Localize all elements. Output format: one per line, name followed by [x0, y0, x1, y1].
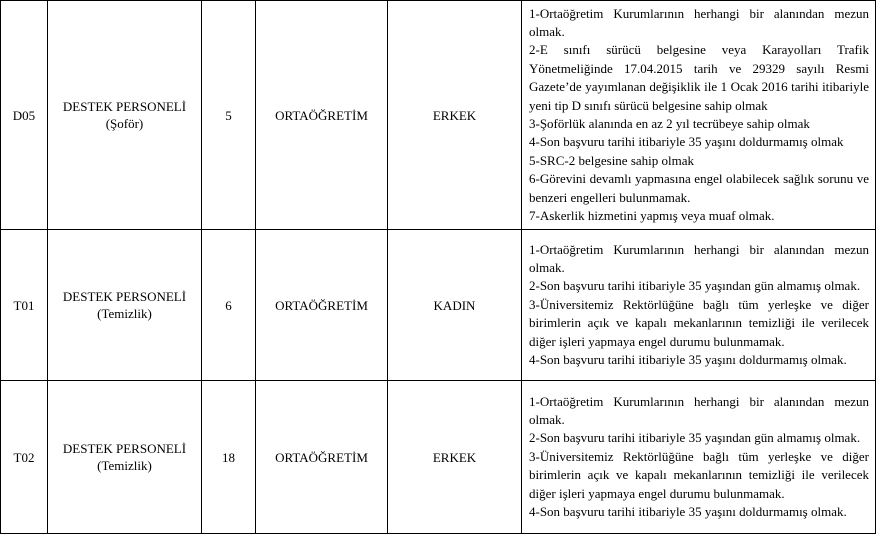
requirement-line: 4-Son başvuru tarihi itibariyle 35 yaşını doldurmamış olmak. — [529, 352, 847, 368]
requirement-line: 3-Üniversitemiz Rektörlüğüne bağlı tüm yerleşke ve diğer — [529, 296, 869, 312]
requirement-line: birimlerin açık ve kapalı mekanlarının temizliği ile verilecek — [529, 467, 869, 483]
requirement-line: 3-Şoförlük alanında en az 2 yıl tecrübeye sahip olmak — [529, 116, 810, 131]
requirement-line: 6-Görevini devamlı yapmasına engel olabilecek sağlık sorunu ve — [529, 171, 869, 187]
requirement-line: yeni tip D sınıfı sürücü belgesine sahip olmak — [529, 97, 768, 113]
requirement-line: 1-Ortaöğretim Kurumlarının herhangi bir alanından mezun — [529, 241, 869, 257]
education-level: ORTAÖĞRETİM — [256, 381, 388, 534]
position-title-cell — [48, 1, 202, 230]
position-title-cell — [48, 381, 202, 534]
requirement-line: birimlerin açık ve kapalı mekanlarının temizliği ile verilecek — [529, 315, 869, 331]
requirement-line: 2-Son başvuru tarihi itibariyle 35 yaşından gün almamış olmak. — [529, 430, 861, 446]
position-code: T02 — [1, 381, 48, 534]
table-row — [1, 230, 876, 381]
requirement-line: olmak. — [529, 259, 565, 275]
position-count: 6 — [202, 230, 256, 381]
education-level: ORTAÖĞRETİM — [256, 1, 388, 230]
requirement-line: diğer işleri yapmaya engel durumu bulunmamak. — [529, 485, 785, 501]
requirement-line: olmak. — [529, 23, 565, 39]
requirements-cell — [522, 381, 876, 534]
requirement-line: 2-Son başvuru tarihi itibariyle 35 yaşından gün almamış olmak. — [529, 278, 861, 294]
education-level: ORTAÖĞRETİM — [256, 230, 388, 381]
position-subtitle: (Şoför) — [105, 116, 144, 131]
requirement-line: Gazete’de yayımlanan değişiklik ile 1 Ocak 2016 tarihi itibariyle — [529, 79, 869, 95]
position-count: 18 — [202, 381, 256, 534]
requirement-line: 5-SRC-2 belgesine sahip olmak — [529, 152, 695, 168]
position-subtitle: (Temizlik) — [97, 458, 152, 473]
requirement-line: 3-Üniversitemiz Rektörlüğüne bağlı tüm yerleşke ve diğer — [529, 448, 869, 464]
requirement-line: 4-Son başvuru tarihi itibariyle 35 yaşını doldurmamış olmak. — [529, 504, 847, 520]
requirement-line: 1-Ortaöğretim Kurumlarının herhangi bir alanından mezun — [529, 5, 869, 21]
requirement-line: 1-Ortaöğretim Kurumlarının herhangi bir alanından mezun — [529, 393, 869, 409]
position-title: DESTEK PERSONELİ — [62, 441, 187, 456]
requirements-cell — [522, 1, 876, 230]
requirement-line: olmak. — [529, 411, 565, 427]
position-subtitle: (Temizlik) — [97, 306, 152, 321]
position-code: D05 — [1, 1, 48, 230]
position-title: DESTEK PERSONELİ — [62, 99, 187, 114]
position-title: DESTEK PERSONELİ — [62, 289, 187, 304]
table-row — [1, 381, 876, 534]
table-row — [1, 1, 876, 230]
gender: ERKEK — [388, 381, 522, 534]
requirement-line: 4-Son başvuru tarihi itibariyle 35 yaşını doldurmamış olmak — [529, 134, 844, 150]
requirement-line: 2-E sınıfı sürücü belgesine veya Karayolları Trafik — [529, 42, 869, 58]
requirements-cell — [522, 230, 876, 381]
position-count: 5 — [202, 1, 256, 230]
position-code: T01 — [1, 230, 48, 381]
requirement-line: Yönetmeliğinde 17.04.2015 tarih ve 29329 sayılı Resmi — [529, 60, 869, 76]
gender: KADIN — [388, 230, 522, 381]
requirement-line: benzeri engelleri bulunmamak. — [529, 189, 691, 205]
gender: ERKEK — [388, 1, 522, 230]
requirement-line: 7-Askerlik hizmetini yapmış veya muaf olmak. — [529, 208, 775, 224]
requirement-line: diğer işleri yapmaya engel durumu bulunmamak. — [529, 333, 785, 349]
position-title-cell — [48, 230, 202, 381]
